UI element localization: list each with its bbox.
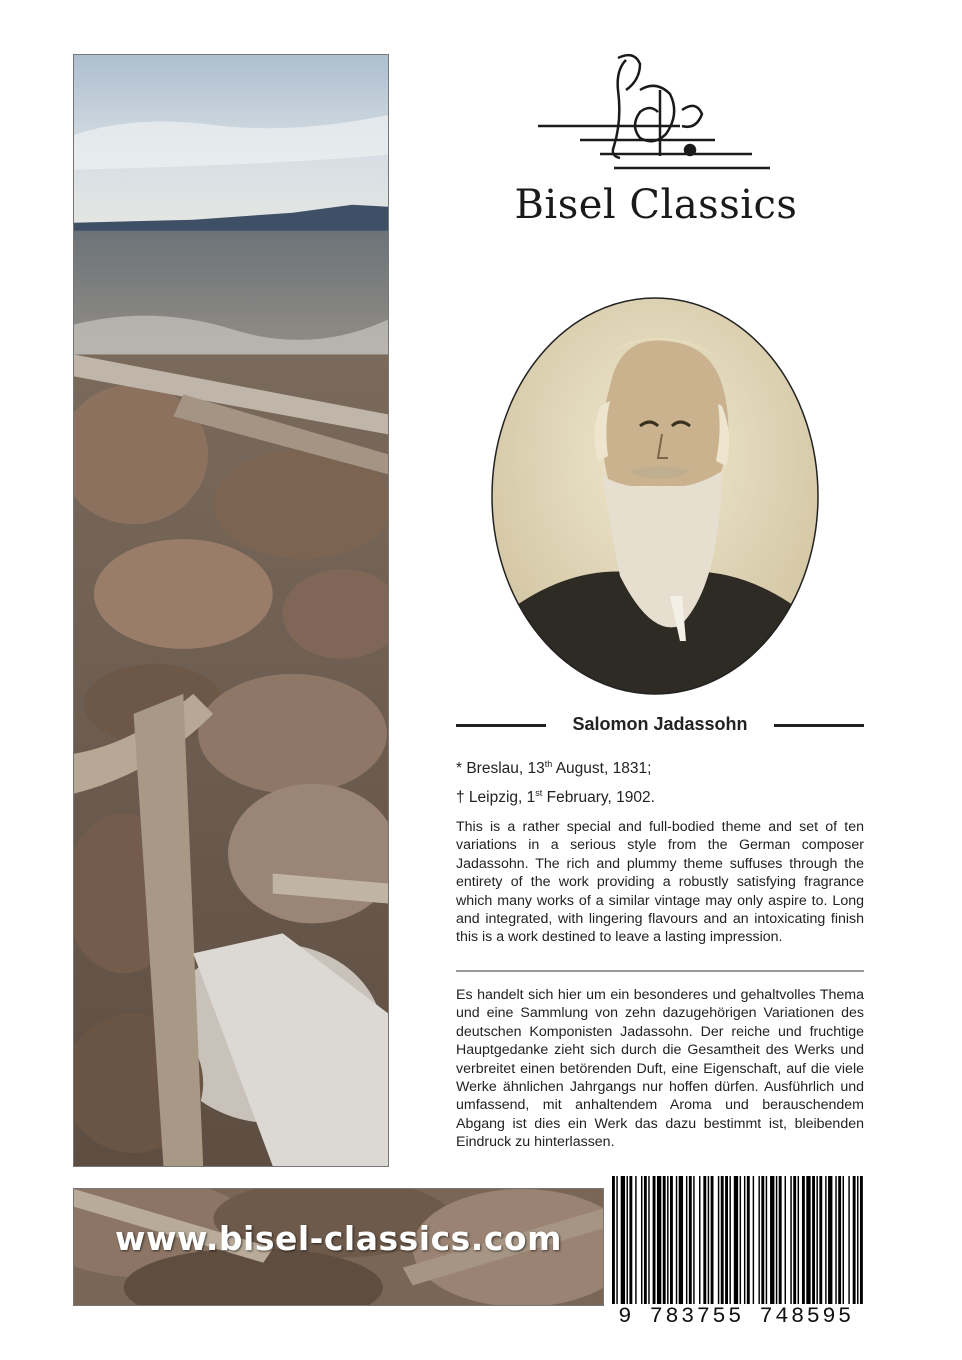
death-ordinal: st <box>535 788 543 799</box>
lake-shore-image <box>74 55 388 1166</box>
death-text: † Leipzig, 1 <box>456 789 536 807</box>
portrait-engraving-image <box>490 296 820 696</box>
landscape-photo-strip <box>73 54 389 1167</box>
birth-date-rest: August, 1831; <box>552 760 652 778</box>
birth-text: * Breslau, 13 <box>456 760 545 778</box>
description-divider <box>456 970 864 972</box>
description-english: This is a rather special and full-bodied theme and set of ten variations in a serious style from the German composer Jadassohn. The rich and plummy theme suffuses through the entirety of the work providing a robustly satisfying fragrance which many works of a similar vintage may only aspire to. Long and integrated, with lingering flavours and an intoxicating finish this is a work destined to leave a lasting impression. <box>456 819 864 946</box>
composer-name: Salomon Jadassohn <box>572 714 748 734</box>
composer-portrait <box>490 296 820 696</box>
death-date-rest: February, 1902. <box>542 789 655 807</box>
website-url[interactable]: www.bisel-classics.com <box>115 1219 562 1258</box>
composer-heading <box>456 712 864 738</box>
website-banner <box>73 1188 604 1306</box>
birth-line <box>456 752 866 781</box>
birth-ordinal: th <box>544 759 553 769</box>
death-line <box>456 781 866 810</box>
bisel-classics-logo-icon <box>530 50 770 170</box>
composer-dates <box>456 752 866 810</box>
isbn-number: 9 783755 748595 <box>608 1304 864 1329</box>
description-german: Es handelt sich hier um ein besonderes und gehaltvolles Thema und eine Sammlung von zehn dazugehörigen Variationen des deutschen Komponisten Jadassohn. Der reiche und fruchtige Hauptgedanke zieht sich durch die Gesamtheit des Werks und verbreitet einen betörenden Duft, eine Eigenschaft, auf die viele Werke ähnlichen Jahrgangs nur hoffen dürfen. Ausführlich und umfassend, mit anhaltendem Aroma und berauschendem Abgang ist dies ein Werk das dazu bestimmt ist, bleibenden Eindruck zu hinterlassen. <box>456 987 864 1151</box>
publisher-name: Bisel Classics <box>514 182 798 228</box>
